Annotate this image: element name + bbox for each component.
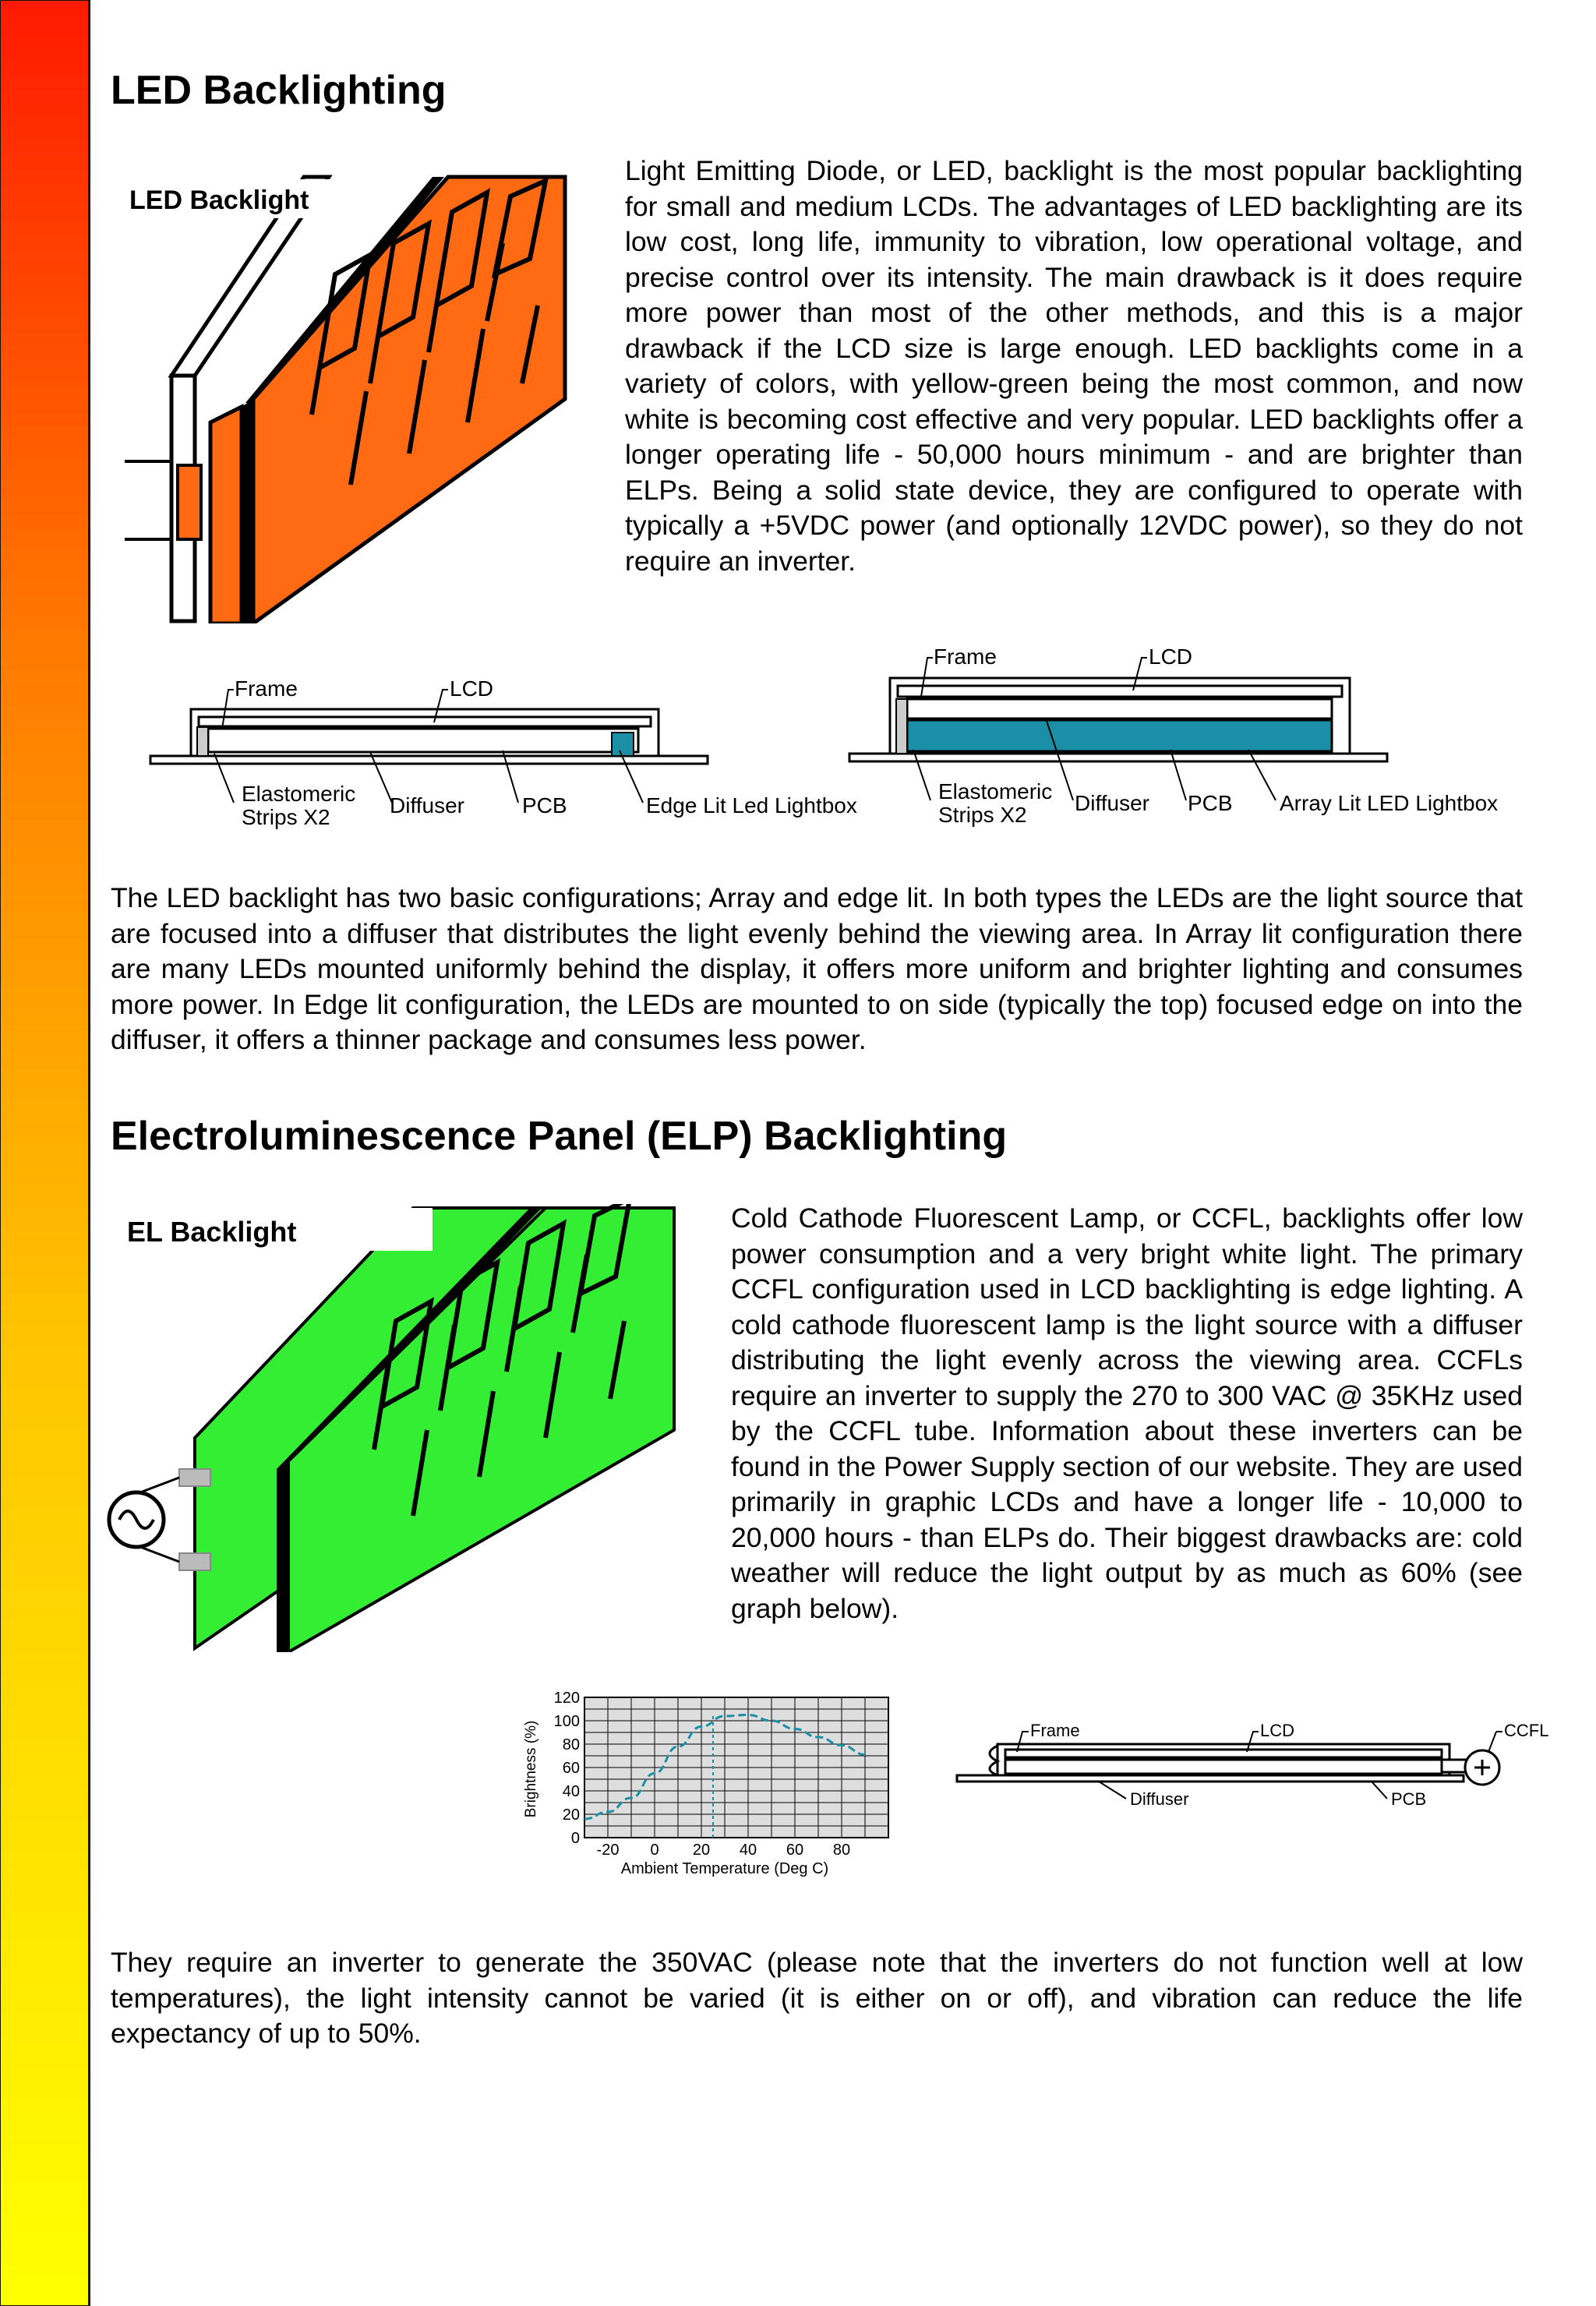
- elp-heading: Electroluminescence Panel (ELP) Backlighting: [111, 1114, 1008, 1159]
- el-backlight-illustration: [105, 1204, 678, 1652]
- array-lightbox-label: Array Lit LED Lightbox: [1280, 791, 1499, 815]
- edge-lit-diagram: [144, 666, 861, 838]
- chart-y-tick-label: 80: [562, 1736, 580, 1753]
- array-strips-label: Strips X2: [938, 803, 1027, 827]
- ccfl-ccfl-label: CCFL: [1504, 1721, 1549, 1740]
- chart-y-tick-label: 0: [570, 1830, 580, 1847]
- ccfl-pcb-label: PCB: [1391, 1789, 1427, 1809]
- chart-x-tick-label: 0: [650, 1842, 659, 1859]
- elp-paragraph-2: They require an inverter to generate the 350VAC (please note that the inverters do not function well at low temperatures), the light intensity cannot be varied (it is either on or off), and vibration can reduce the life expectancy of up to 50%.: [111, 1947, 1523, 2049]
- chart-x-tick-label: 60: [786, 1842, 804, 1859]
- ccfl-edge-diagram: [951, 1714, 1559, 1816]
- chart-x-tick-label: 20: [692, 1842, 711, 1859]
- ccfl-frame-label: Frame: [1030, 1721, 1080, 1740]
- array-diffuser-label: Diffuser: [1075, 791, 1149, 815]
- brightness-temperature-chart: [518, 1682, 892, 1877]
- elp-paragraph-1: Cold Cathode Fluorescent Lamp, or CCFL, backlights offer low power consumption and a very bright white light. The primary CCFL configuration used in LCD backlighting is edge lighting. A cold cathode fluorescent lamp is the light source with a diffuser distributing the light evenly across the viewing area. CCFLs require an inverter to supply the 270 to 300 VAC @ 35KHz used by the CCFL tube. Information about these inverters can be found in the Power Supply section of our website. They are used primarily in graphic LCDs and have a longer life - 10,000 to 20,000 hours - than ELPs do. Their biggest drawbacks are: cold weather will reduce the light output by as much as 60% (see graph below).: [731, 1202, 1523, 1624]
- chart-x-axis-label: Ambient Temperature (Deg C): [620, 1860, 829, 1877]
- led-paragraph-2: The LED backlight has two basic configurations; Array and edge lit. In both types the LEDs are the light source that are focused into a diffuser that distributes the light evenly behind the viewing area. In Array lit configuration there are many LEDs mounted uniformly behind the display, it offers more uniform and brighter lighting and consumes more power. In Edge lit configuration, the LEDs are mounted to on side (typically the top) focused edge on into the diffuser, it offers a thinner package and consumes less power.: [111, 882, 1523, 1055]
- chart-y-tick-label: 60: [562, 1760, 580, 1777]
- ccfl-diffuser-label: Diffuser: [1130, 1789, 1189, 1809]
- array-lit-diagram: [843, 641, 1576, 835]
- edge-diffuser-label: Diffuser: [390, 793, 464, 818]
- led-paragraph-1: Light Emitting Diode, or LED, backlight is the most popular backlighting for small and medium LCDs. The advantages of LED backlighting are its low cost, long life, immunity to vibration, low operational voltage, and precise control over its intensity. The main drawback is it does require more power than most of the other methods, and this is a major drawback if the LCD size is large enough. LED backlights come in a variety of colors, with yellow-green being the most common, and now white is becoming cost effective and very popular. LED backlights offer a longer operating life - 50,000 hours minimum - and are brighter than ELPs. Being a solid state device, they are configured to operate with typically a +5VDC power (and optionally 12VDC power), so they do not require an inverter.: [625, 155, 1523, 577]
- chart-y-tick-label: 40: [562, 1783, 580, 1800]
- chart-x-tick-label: -20: [596, 1842, 620, 1859]
- led-backlight-illustration: [125, 173, 569, 623]
- array-lcd-label: LCD: [1149, 644, 1193, 669]
- array-frame-label: Frame: [934, 644, 997, 669]
- el-figure-label: EL Backlight: [127, 1216, 297, 1248]
- edge-elastomeric-label: Elastomeric: [242, 782, 356, 806]
- led-heading: LED Backlighting: [111, 68, 447, 113]
- ccfl-lcd-label: LCD: [1260, 1721, 1295, 1740]
- led-figure-label: LED Backlight: [129, 185, 309, 215]
- chart-y-tick-label: 120: [553, 1690, 580, 1707]
- array-elastomeric-label: Elastomeric: [938, 779, 1053, 803]
- edge-pcb-label: PCB: [522, 793, 567, 818]
- decorative-gradient-bar: [0, 0, 90, 2306]
- edge-lightbox-label: Edge Lit Led Lightbox: [646, 793, 857, 818]
- chart-x-tick-label: 80: [832, 1842, 851, 1859]
- chart-y-tick-label: 20: [562, 1806, 580, 1824]
- edge-frame-label: Frame: [235, 676, 298, 701]
- chart-y-axis-label: Brightness (%): [523, 1720, 539, 1818]
- chart-y-tick-label: 100: [553, 1713, 580, 1730]
- edge-strips-label: Strips X2: [242, 805, 330, 829]
- array-pcb-label: PCB: [1188, 791, 1233, 815]
- edge-lcd-label: LCD: [450, 676, 494, 701]
- chart-x-tick-label: 40: [739, 1842, 757, 1859]
